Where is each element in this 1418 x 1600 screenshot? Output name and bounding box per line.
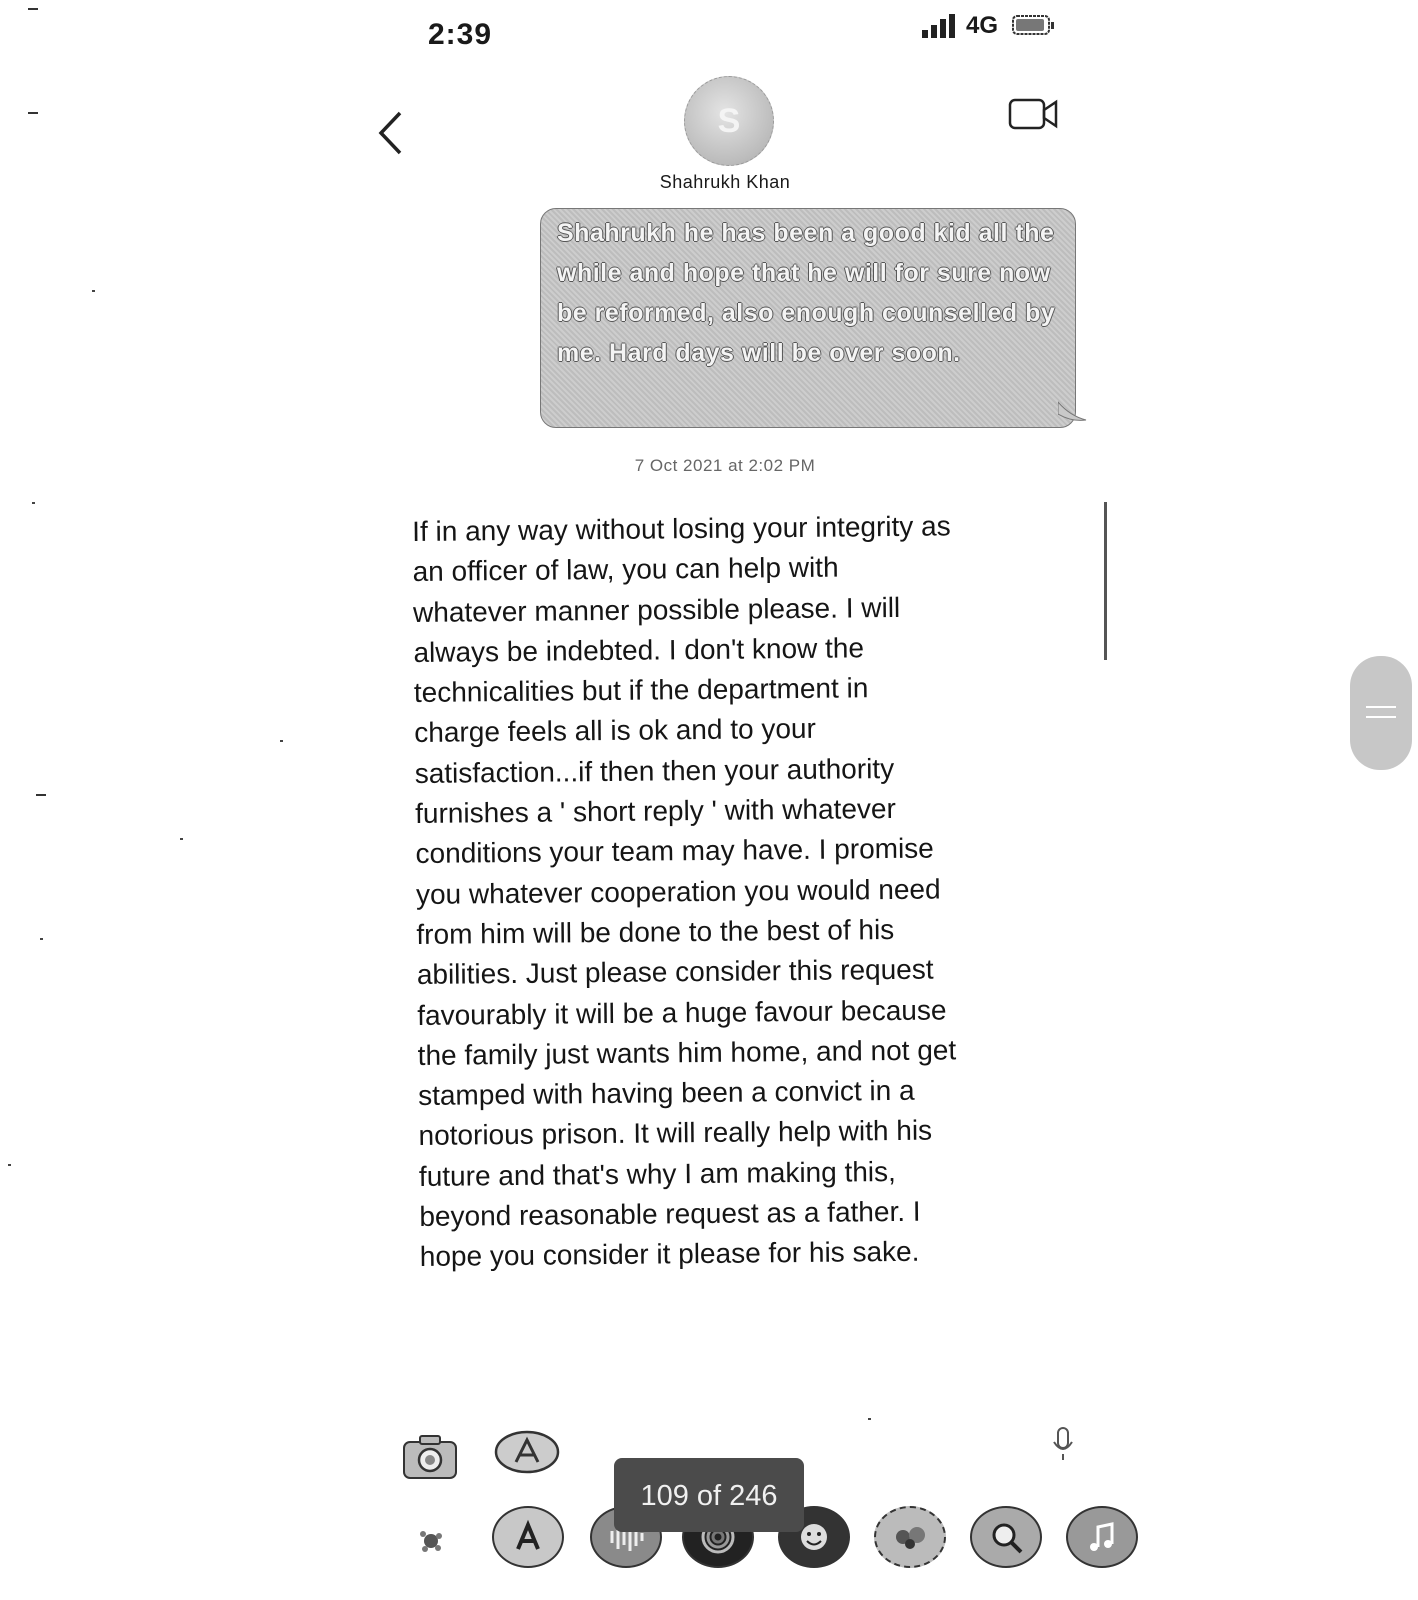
scan-mark (28, 8, 38, 10)
outgoing-message-text[interactable]: If in any way without losing your integrity as an officer of law, you can help with whatever manner possible please. I will always be indebted. I don't know the technicalities but if the department in charge feels all is ok and to your satisfaction...if then then your authority furnishes a ' short reply ' with whatever conditions your team may have. I promise you whatever cooperation you would need from him will be done to the best of his abilities. Just please consider this request favourably it will be a huge favour because the family just wants him home, and not get stamped with having been a convict in a notorious prison. It will really help with his future and that's why I am making this, beyond reasonable request as a father. I hope you consider it please for his sake. (412, 510, 957, 1273)
app-store-icon[interactable] (494, 1430, 560, 1474)
stickers-icon[interactable] (874, 1506, 946, 1568)
camera-icon[interactable] (402, 1434, 458, 1480)
music-icon[interactable] (1066, 1506, 1138, 1568)
scan-mark (36, 794, 46, 796)
scan-speck (868, 1418, 871, 1420)
video-camera-icon[interactable] (1008, 96, 1058, 132)
microphone-icon[interactable] (1052, 1426, 1074, 1462)
image-search-icon[interactable] (970, 1506, 1042, 1568)
contact-name[interactable]: Shahrukh Khan (659, 172, 791, 192)
scan-speck (180, 838, 183, 840)
scroll-indicator (1104, 502, 1107, 660)
status-time: 2:39 (428, 18, 493, 51)
scan-speck (32, 502, 35, 504)
scan-speck (280, 740, 283, 742)
scan-speck (92, 290, 95, 292)
network-type: 4G (966, 12, 999, 39)
signal-strength-icon (922, 14, 958, 38)
chevron-left-icon[interactable] (376, 110, 406, 156)
digital-touch-icon[interactable] (414, 1524, 448, 1558)
scroll-handle[interactable] (1350, 656, 1412, 770)
scan-mark (28, 112, 38, 114)
incoming-message-bubble[interactable] (540, 208, 1076, 428)
scan-speck (8, 1164, 11, 1166)
message-timestamp: 7 Oct 2021 at 2:02 PM (634, 456, 816, 475)
bubble-tail (1058, 400, 1088, 424)
app-store-icon[interactable] (492, 1506, 564, 1568)
contact-avatar[interactable]: S (684, 76, 774, 166)
scan-speck (40, 938, 43, 940)
page-counter: 109 of 246 (614, 1458, 804, 1532)
incoming-message-text: Shahrukh he has been a good kid all the while and hope that he will for sure now be reformed, also enough counselled by me. Hard days will be over soon. (557, 219, 1056, 367)
battery-icon (1012, 14, 1056, 36)
